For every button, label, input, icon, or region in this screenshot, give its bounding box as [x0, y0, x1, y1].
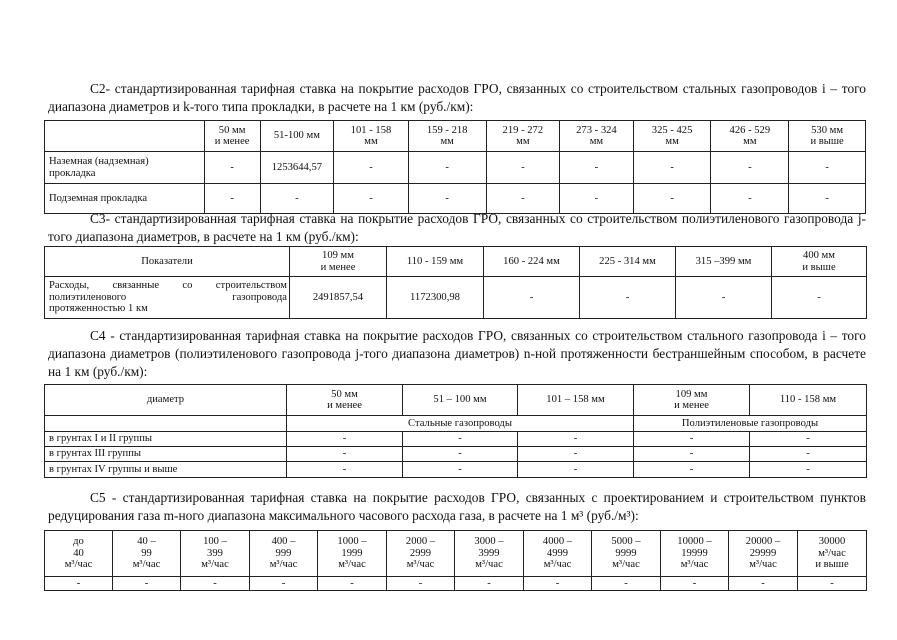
c4-cell: -: [403, 432, 518, 447]
c2-cell: -: [560, 184, 634, 214]
c3-header-row: [45, 247, 867, 277]
c5-cell: -: [798, 577, 867, 591]
c5-header-cell: 400 – 999 м³/час: [250, 531, 318, 577]
table-row: [45, 152, 866, 184]
c2-cell: -: [260, 184, 334, 214]
c2-cell: -: [711, 152, 789, 184]
c4-cell: -: [750, 432, 867, 447]
c3-cell: -: [484, 277, 580, 319]
c5-header-cell: 3000 – 3999 м³/час: [455, 531, 524, 577]
c5-cell: -: [524, 577, 592, 591]
c5-cell: -: [455, 577, 524, 591]
c2-cell: -: [711, 184, 789, 214]
c4-cell: -: [518, 447, 634, 462]
c5-header-cell: 2000 – 2999 м³/час: [387, 531, 455, 577]
c5-header-row: [45, 531, 867, 577]
c4-cell: -: [750, 462, 867, 478]
c2-cell: -: [560, 152, 634, 184]
c3-header-cell: 400 мм и выше: [772, 247, 867, 277]
c5-cell: -: [45, 577, 113, 591]
c2-cell: -: [334, 184, 409, 214]
c4-cell: -: [634, 432, 750, 447]
c2-cell: -: [633, 184, 711, 214]
c5-cell: -: [250, 577, 318, 591]
c4-cell: -: [287, 462, 403, 478]
c5-cell: -: [318, 577, 387, 591]
c2-table: [44, 120, 866, 214]
c3-header-cell: 110 - 159 мм: [387, 247, 484, 277]
c5-header-cell: 5000 – 9999 м³/час: [592, 531, 661, 577]
c4-cell: -: [287, 432, 403, 447]
c2-description: С2- стандартизированная тарифная ставка на покрытие расходов ГРО, связанных со строительством стальных газопроводов i – того диапазона диаметров и k-того типа прокладки, в расчете на 1 км (руб./км):: [48, 81, 866, 114]
c4-group-row: [45, 416, 867, 432]
c4-header-row: [45, 385, 867, 416]
c2-header-row: [45, 121, 866, 152]
c2-cell: -: [204, 184, 260, 214]
table-row: [45, 277, 867, 319]
c4-row-label: в грунтах III группы: [45, 447, 287, 462]
c4-group-steel: Стальные газопроводы: [287, 416, 634, 432]
c2-cell: -: [408, 152, 486, 184]
c3-header-cell: 225 - 314 мм: [580, 247, 676, 277]
c4-description: С4 - стандартизированная тарифная ставка на покрытие расходов ГРО, связанных со строительством стального газопровода i – того диапазона диаметров (полиэтиленового газопровода j-того диапазона диаметров) n-ной протяженности бестраншейным способом, в расчете на 1 км (руб./км):: [48, 328, 866, 379]
c5-cell: -: [113, 577, 181, 591]
c2-row-label: Наземная (надземная) прокладка: [45, 152, 205, 184]
c3-table: [44, 246, 867, 319]
c2-header-cell: 101 - 158 мм: [334, 121, 409, 152]
c3-header-cell: 315 –399 мм: [676, 247, 772, 277]
c2-cell: -: [408, 184, 486, 214]
c4-row-label: в грунтах I и II группы: [45, 432, 287, 447]
c2-header-cell: 426 - 529 мм: [711, 121, 789, 152]
c4-cell: -: [403, 462, 518, 478]
c4-cell: -: [750, 447, 867, 462]
table-row: [45, 432, 867, 447]
c3-cell: 2491857,54: [290, 277, 387, 319]
c2-header-cell: 325 - 425 мм: [633, 121, 711, 152]
c2-header-cell: 51-100 мм: [260, 121, 334, 152]
c4-header-cell: 109 мм и менее: [634, 385, 750, 416]
c2-header-cell: 159 - 218 мм: [408, 121, 486, 152]
c3-header-label: Показатели: [45, 247, 290, 277]
c3-header-cell: 109 мм и менее: [290, 247, 387, 277]
c3-cell: 1172300,98: [387, 277, 484, 319]
c4-header-cell: 50 мм и менее: [287, 385, 403, 416]
c2-header-empty: [45, 121, 205, 152]
c3-row-label: Расходы, связанные со строительством полиэтиленового газопровода протяженностью 1 км: [45, 277, 290, 319]
c4-cell: -: [287, 447, 403, 462]
c5-header-cell: 4000 – 4999 м³/час: [524, 531, 592, 577]
c2-cell: -: [204, 152, 260, 184]
c4-header-cell: 101 – 158 мм: [518, 385, 634, 416]
c2-cell: -: [334, 152, 409, 184]
table-row: [45, 184, 866, 214]
c2-cell: -: [633, 152, 711, 184]
c5-description: С5 - стандартизированная тарифная ставка на покрытие расходов ГРО, связанных с проектированием и строительством пунктов редуцирования газа m-ного диапазона максимального часового расхода газа, в расчете на 1 м³ (руб./м³):: [48, 490, 866, 523]
c5-header-cell: 40 – 99 м³/час: [113, 531, 181, 577]
c2-header-cell: 219 - 272 мм: [486, 121, 560, 152]
c5-cell: -: [729, 577, 798, 591]
c4-cell: -: [634, 462, 750, 478]
c3-cell: -: [580, 277, 676, 319]
c4-header-cell: 51 – 100 мм: [403, 385, 518, 416]
c4-group-empty: [45, 416, 287, 432]
c5-header-cell: 10000 – 19999 м³/час: [661, 531, 729, 577]
c3-cell: -: [772, 277, 867, 319]
c5-header-cell: 1000 – 1999 м³/час: [318, 531, 387, 577]
c2-cell: 1253644,57: [260, 152, 334, 184]
c5-cell: -: [181, 577, 250, 591]
c5-table: [44, 530, 867, 591]
table-row: [45, 447, 867, 462]
c4-cell: -: [634, 447, 750, 462]
c2-cell: -: [486, 152, 560, 184]
c4-group-poly: Полиэтиленовые газопроводы: [634, 416, 867, 432]
c5-cell: -: [592, 577, 661, 591]
c4-cell: -: [403, 447, 518, 462]
c4-header-cell: 110 - 158 мм: [750, 385, 867, 416]
c2-row-label: Подземная прокладка: [45, 184, 205, 214]
c2-header-cell: 50 мм и менее: [204, 121, 260, 152]
c3-cell: -: [676, 277, 772, 319]
c2-cell: -: [486, 184, 560, 214]
c5-header-cell: 30000 м³/час и выше: [798, 531, 867, 577]
c3-header-cell: 160 - 224 мм: [484, 247, 580, 277]
c4-row-label: в грунтах IV группы и выше: [45, 462, 287, 478]
c2-header-cell: 273 - 324 мм: [560, 121, 634, 152]
c3-description: С3- стандартизированная тарифная ставка на покрытие расходов ГРО, связанных со строительством полиэтиленового газопровода j-того диапазона диаметров, в расчете на 1 км (руб./км):: [48, 211, 866, 244]
c5-header-cell: 20000 – 29999 м³/час: [729, 531, 798, 577]
table-row: [45, 462, 867, 478]
c4-cell: -: [518, 432, 634, 447]
c5-header-cell: 100 – 399 м³/час: [181, 531, 250, 577]
c2-header-cell: 530 мм и выше: [789, 121, 866, 152]
c4-table: [44, 384, 867, 478]
c5-header-cell: до 40 м³/час: [45, 531, 113, 577]
table-row: [45, 577, 867, 591]
c2-cell: -: [789, 184, 866, 214]
c4-header-label: диаметр: [45, 385, 287, 416]
c2-cell: -: [789, 152, 866, 184]
c5-cell: -: [387, 577, 455, 591]
c4-cell: -: [518, 462, 634, 478]
c5-cell: -: [661, 577, 729, 591]
